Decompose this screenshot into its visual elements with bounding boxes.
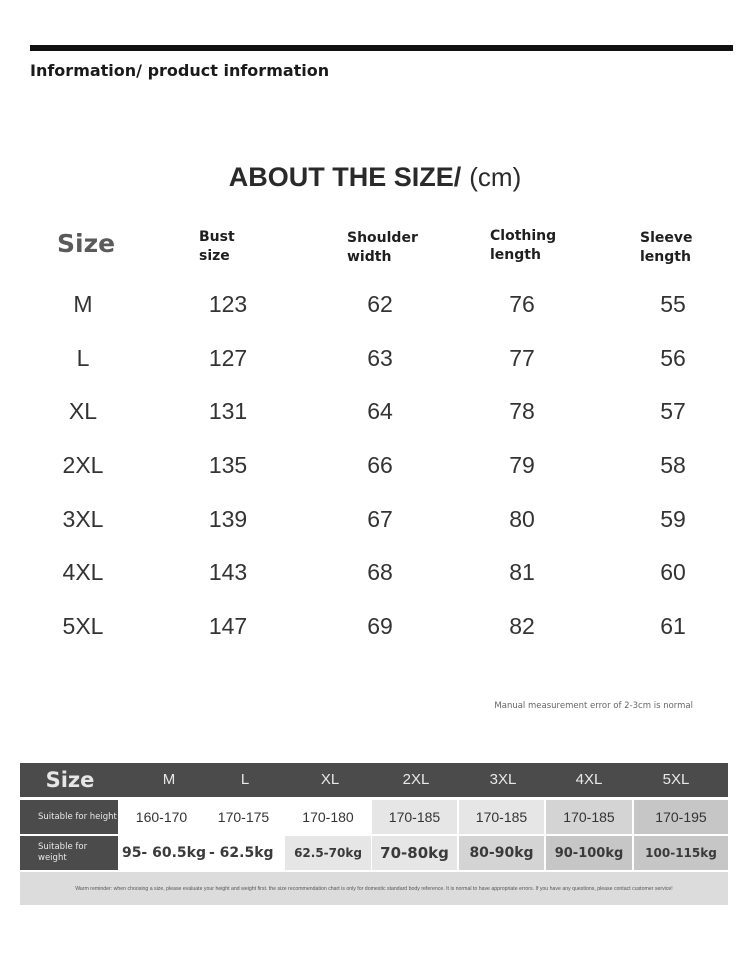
size-chart-title	[0, 162, 750, 193]
sleeve-cell: 61	[660, 613, 686, 639]
sleeve-cell: 58	[660, 452, 686, 478]
title-main: ABOUT THE SIZE/	[228, 162, 462, 192]
size-row	[0, 506, 750, 536]
size-row	[0, 613, 750, 643]
shoulder-cell: 69	[367, 613, 393, 639]
height-row-label: Suitable for height	[20, 800, 118, 834]
sleeve-cell: 55	[660, 291, 686, 317]
height-cell: 170-195	[634, 800, 728, 834]
recommendation-header-size: Size	[45, 768, 95, 792]
size-row	[0, 291, 750, 321]
length-cell: 76	[509, 291, 535, 317]
height-cell: 160-170	[121, 800, 202, 834]
length-cell: 79	[509, 452, 535, 478]
sleeve-cell: 60	[660, 559, 686, 585]
shoulder-cell: 64	[367, 398, 393, 424]
recommendation-size-xl: XL	[320, 771, 340, 788]
size-row	[0, 559, 750, 589]
recommendation-size-4xl: 4XL	[575, 771, 603, 788]
shoulder-cell: 63	[367, 345, 393, 371]
weight-cell: 95- 60.5kg	[126, 836, 206, 870]
col-header-bust: Bust size	[199, 229, 235, 264]
length-cell: 80	[509, 506, 535, 532]
size-cell: M	[73, 291, 93, 317]
shoulder-cell: 67	[367, 506, 393, 532]
size-cell: 5XL	[62, 613, 104, 639]
weight-cell: - 62.5kg	[206, 836, 284, 870]
warm-reminder: Warm reminder: when choosing a size, please evaluate your height and weight first. the size recommendation chart is only for domestic standard body reference. It is normal to have appropriate errors. If you have any questions, please contact customer service!	[20, 872, 728, 905]
recommendation-size-5xl: 5XL	[662, 771, 690, 788]
height-cell: 170-185	[372, 800, 457, 834]
size-row	[0, 345, 750, 375]
sleeve-cell: 59	[660, 506, 686, 532]
section-heading: Information/ product information	[30, 61, 330, 80]
recommendation-size-2xl: 2XL	[402, 771, 430, 788]
size-row	[0, 452, 750, 482]
bust-cell: 131	[208, 398, 248, 424]
bust-cell: 127	[208, 345, 248, 371]
measurement-note: Manual measurement error of 2-3cm is normal	[494, 701, 693, 711]
height-cell: 170-180	[285, 800, 371, 834]
shoulder-cell: 62	[367, 291, 393, 317]
bust-cell: 147	[208, 613, 248, 639]
bust-cell: 135	[208, 452, 248, 478]
height-cell: 170-185	[459, 800, 544, 834]
recommendation-size-3xl: 3XL	[489, 771, 517, 788]
size-row	[0, 398, 750, 428]
recommendation-size-m: M	[162, 771, 176, 788]
size-cell: 4XL	[62, 559, 104, 585]
length-cell: 82	[509, 613, 535, 639]
sleeve-cell: 56	[660, 345, 686, 371]
length-cell: 77	[509, 345, 535, 371]
col-header-size: Size	[57, 229, 116, 258]
weight-cell: 90-100kg	[546, 836, 632, 870]
weight-row-label: Suitable for weight	[20, 836, 118, 870]
recommendation-size-l: L	[240, 771, 250, 788]
height-cell: 170-185	[546, 800, 632, 834]
bust-cell: 143	[208, 559, 248, 585]
height-cell: 170-175	[202, 800, 285, 834]
bust-cell: 139	[208, 506, 248, 532]
shoulder-cell: 68	[367, 559, 393, 585]
title-unit: (cm)	[469, 162, 522, 192]
weight-cell: 80-90kg	[459, 836, 544, 870]
size-cell: L	[76, 345, 90, 371]
size-recommendation-table	[20, 763, 728, 905]
weight-cell: 70-80kg	[372, 836, 457, 870]
bust-cell: 123	[208, 291, 248, 317]
col-header-shoulder: Shoulder width	[347, 230, 418, 265]
size-cell: 2XL	[62, 452, 104, 478]
length-cell: 81	[509, 559, 535, 585]
sleeve-cell: 57	[660, 398, 686, 424]
shoulder-cell: 66	[367, 452, 393, 478]
col-header-clothing-length: Clothing length	[490, 228, 557, 263]
size-cell: 3XL	[62, 506, 104, 532]
weight-cell: 62.5-70kg	[285, 836, 371, 870]
size-cell: XL	[68, 398, 98, 424]
weight-cell: 100-115kg	[634, 836, 728, 870]
length-cell: 78	[509, 398, 535, 424]
top-divider	[30, 45, 733, 51]
col-header-sleeve-length: Sleeve length	[640, 230, 693, 265]
recommendation-header	[20, 763, 728, 797]
